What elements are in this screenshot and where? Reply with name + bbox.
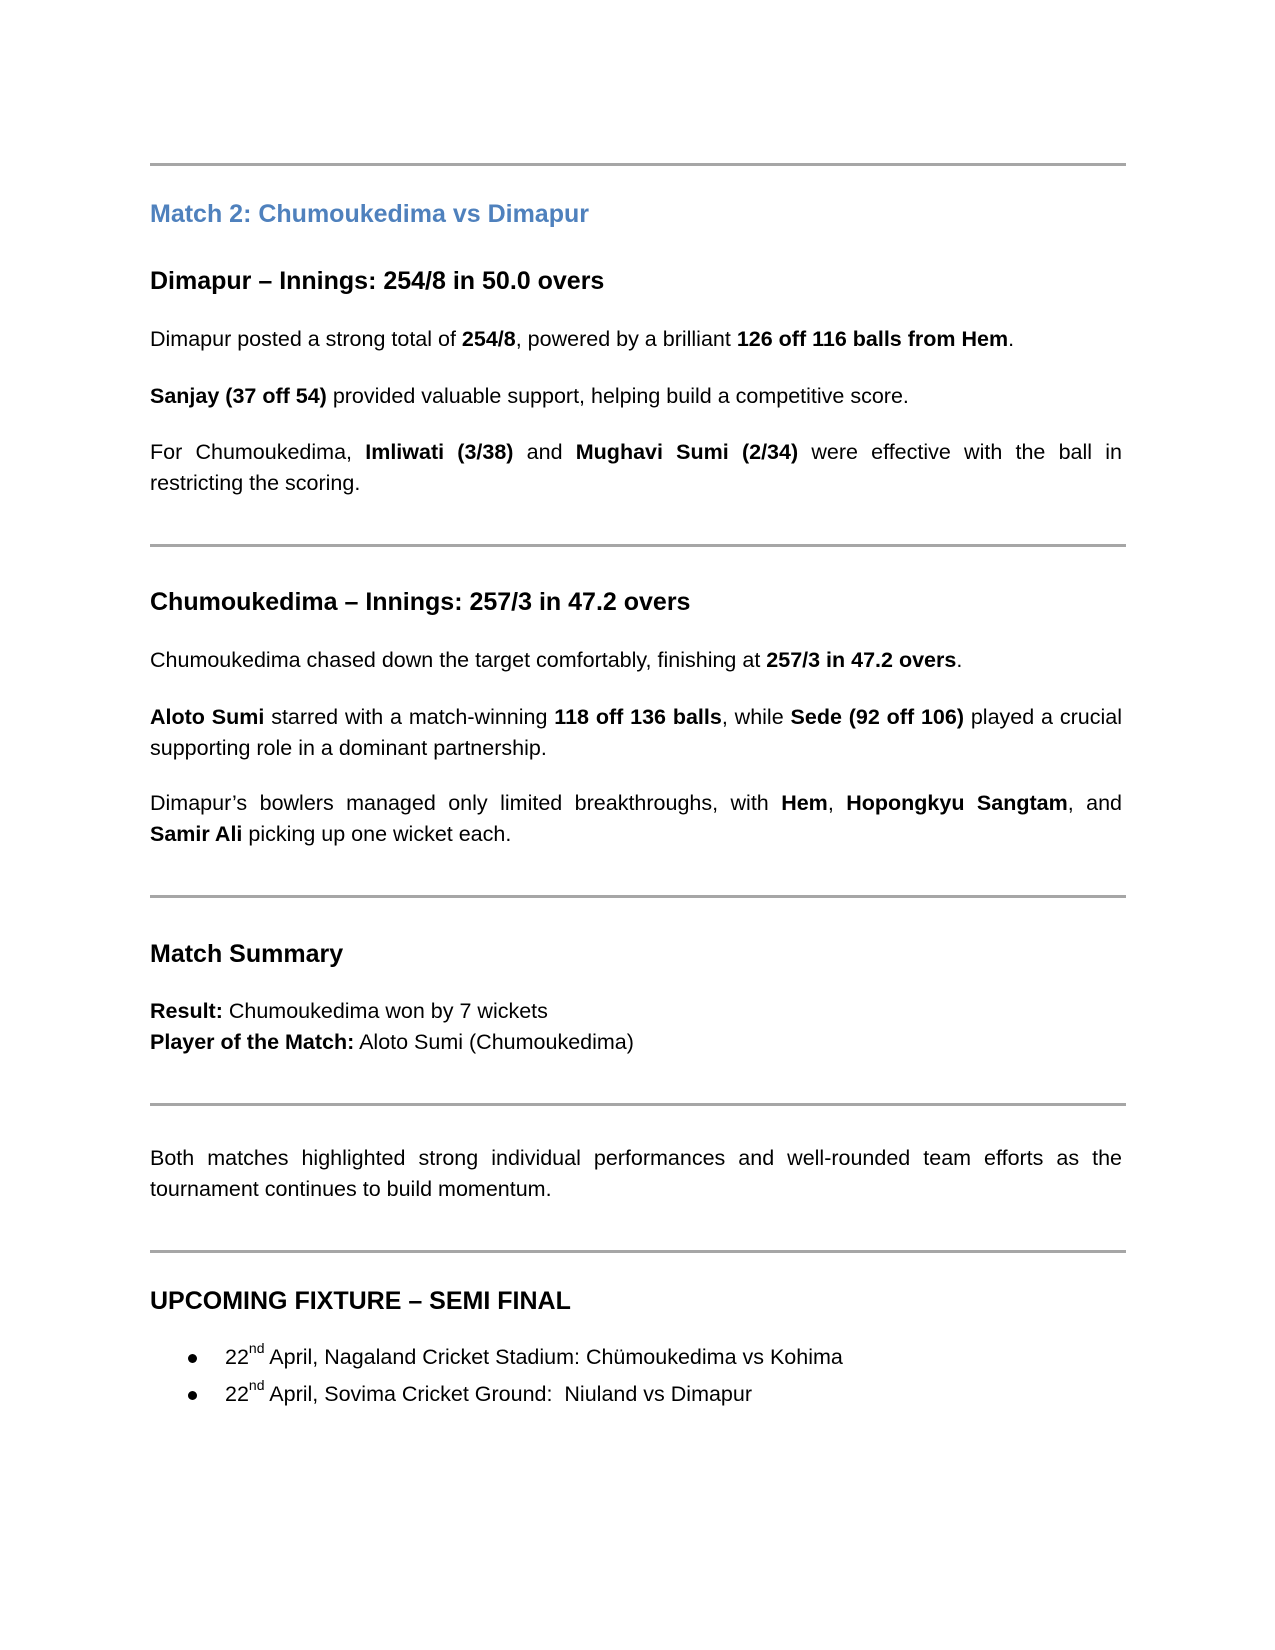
text: . [1008,327,1015,351]
text: starred with a match-winning [264,705,555,729]
bullet-icon [188,1391,197,1400]
divider [150,1250,1126,1253]
result-line [150,996,1122,1027]
bold-text: Samir Ali [150,822,243,846]
innings-2-section [150,585,1122,619]
fixture-day: 22 [225,1382,249,1406]
innings-1-para-2 [150,381,1122,412]
bold-text: Imliwati (3/38) [365,440,514,464]
result-label: Result: [150,999,223,1023]
text: , [827,791,847,815]
list-item [150,1376,1122,1413]
text: Dimapur’s bowlers managed only limited breakthroughs, with [150,791,782,815]
innings-1-para-1 [150,324,1122,355]
innings-1-heading: Dimapur – Innings: 254/8 in 50.0 overs [150,267,605,295]
summary-heading: Match Summary [150,940,344,968]
text: , powered by a brilliant [515,327,737,351]
fixture-day-suffix: nd [248,1339,265,1356]
match-title: Match 2: Chumoukedima vs Dimapur [150,200,589,228]
text: , while [721,705,791,729]
divider [150,895,1126,898]
divider [150,1103,1126,1106]
text: For Chumoukedima, [150,440,366,464]
bold-text: 254/8 [461,327,516,351]
pom-label: Player of the Match: [150,1030,355,1054]
closing-para [150,1143,1122,1205]
bold-text: 257/3 in 47.2 overs [766,648,957,672]
bold-text: Mughavi Sumi (2/34) [575,440,799,464]
summary-details [150,996,1122,1058]
divider [150,163,1126,166]
bold-text: Aloto Sumi [150,705,265,729]
upcoming-heading: UPCOMING FIXTURE – SEMI FINAL [150,1287,571,1315]
innings-2-para-2 [150,702,1122,764]
text: Dimapur posted a strong total of [150,327,462,351]
text: Chumoukedima chased down the target comfortably, finishing at [150,648,767,672]
summary-section [150,937,1122,971]
innings-1-section [150,264,1122,298]
list-item [150,1339,1122,1376]
text: picking up one wicket each. [242,822,512,846]
bold-text: 126 off 116 balls from Hem [736,327,1009,351]
match-title-block [150,197,1122,231]
fixture-day-suffix: nd [248,1376,265,1393]
fixture-list [150,1339,1122,1413]
bullet-icon [188,1354,197,1363]
innings-2-heading: Chumoukedima – Innings: 257/3 in 47.2 overs [150,588,691,616]
innings-2-para-1 [150,645,1122,676]
fixture-day: 22 [225,1345,249,1369]
bold-text: Hem [781,791,828,815]
pom-value: Aloto Sumi (Chumoukedima) [354,1030,634,1054]
text: . [956,648,963,672]
bold-text: Hopongkyu Sangtam [846,791,1068,815]
fixture-text: April, Sovima Cricket Ground: Niuland vs Dimapur [264,1382,753,1406]
text: provided valuable support, helping build a competitive score. [326,384,909,408]
text: and [513,440,576,464]
text: , and [1067,791,1122,815]
closing-text: Both matches highlighted strong individual performances and well-rounded team efforts as the tournament continues to build momentum. [150,1146,1122,1201]
innings-2-para-3 [150,788,1122,850]
text: were effective with the ball in restricting the scoring. [150,440,1122,495]
bold-text: Sanjay (37 off 54) [150,384,327,408]
result-value: Chumoukedima won by 7 wickets [222,999,548,1023]
player-of-match-line [150,1027,1122,1058]
bold-text: 118 off 136 balls [554,705,722,729]
bold-text: Sede (92 off 106) [790,705,964,729]
text: played a crucial supporting role in a dominant partnership. [150,705,1122,760]
upcoming-section [150,1284,1122,1318]
innings-1-para-3 [150,437,1122,499]
divider [150,544,1126,547]
fixture-text: April, Nagaland Cricket Stadium: Chümoukedima vs Kohima [264,1345,843,1369]
